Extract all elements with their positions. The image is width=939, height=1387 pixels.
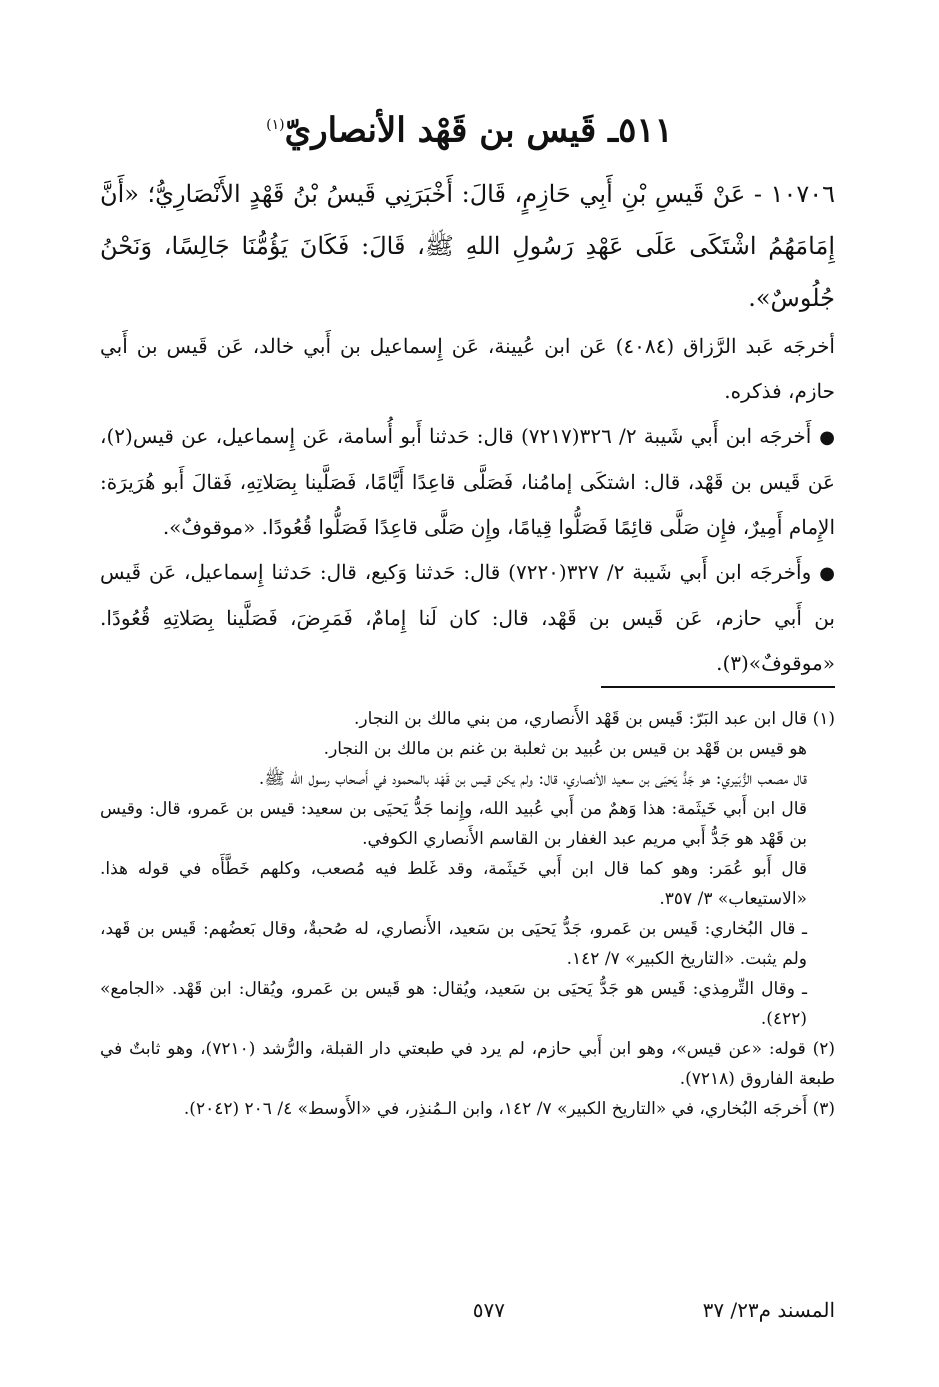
takhrij-text: وأَخرجَه ابن أَبي شَيبة ٢/ ٣٢٧(٧٢٢٠) قال: حَدثنا وَكيع، قال: حَدثنا إِسماعيل، عَن قَيس بن أَبي حازم، عَن قَيس بن قَهْد، قال: كان لَنا إِمامٌ، فَمَرِضَ، فَصَلَّينا بِصَلاتِهِ قُعُودًا. «موقوفٌ»(٣). [100,560,835,675]
bullet-icon: ● [819,427,836,448]
bullet-icon: ● [819,563,835,584]
footnote-line: هو قيس بن قَهْد بن قيس بن عُبيد بن ثعلبة بن غنم بن مالك بن النجار. [323,739,807,759]
footnote-line: (٢) قوله: «عن قيس»، وهو ابن أَبي حازم، لم يرد في طبعتي دار القبلة، والرُّشد (٧٢١٠)، وهو ثابتٌ في طبعة الفاروق (٧٢١٨). [100,1039,835,1089]
takhrij-text: أخرجَه عَبد الرَّزاق (٤٠٨٤) عَن ابن عُيينة، عَن إِسماعيل بن أَبي خالد، عَن قَيس بن أَبي حازم، فذكره. [100,334,835,403]
footnote-line: قال أَبو عُمَر: وهو كما قال ابن أَبي خَيثَمة، وقد غَلط فيه مُصعب، وكلهم خَطَّأَه في قوله هذا. «الاستيعاب» ٣/ ٣٥٧. [100,859,807,909]
chapter-title-text: ٥١١ـ قَيس بن قَهْد الأنصاريّ [284,110,673,151]
footnote-line: قال ابن أَبي خَيثَمة: هذا وَهمٌ من أَبي عُبيد الله، وإِنما جَدُّ يَحيَى بن سعيد: قيس بن عَمرو، قال: وقيس بن قَهْد هو جَدُّ أَبي مريم عبد الغفار بن القاسم الأَنصاري الكوفي. [100,799,807,849]
takhrij-paragraph [100,414,835,550]
footnote-line: ـ قال البُخاري: قَيس بن عَمرو، جَدُّ يَحيَى بن سَعيد، الأَنصاري، له صُحبةٌ، وقال بَعضُهم: قَيس بن قَهد، ولم يثبت. «التاريخ الكبير» ٧/ ١٤٢. [100,919,808,969]
footnote-line: (٣) أَخرجَه البُخاري، في «التاريخ الكبير» ٧/ ١٤٢، وابن الـمُنذِر، في «الأَوسط» ٤/ ٢٠٦ (٢٠٤٢). [183,1099,835,1119]
page-number: ٥٧٧ [472,1298,505,1322]
hadith-block [100,168,835,324]
chapter-title-note-ref: (١) [266,117,285,133]
footnote-line: (١) قال ابن عبد البَرّ: قَيس بن قَهْد الأَنصاري، من بني مالك بن النجار. [354,709,835,729]
volume-signature: المسند م٢٣/ ٣٧ [702,1298,835,1322]
footnote-line: ـ وقال التِّرمِذي: قَيس هو جَدُّ يَحيَى بن سَعيد، ويُقال: هو قَيس بن عَمرو، ويُقال: ابن قَهْد. «الجامع» (٤٢٢). [100,979,807,1029]
footnote-line: قال مصعب الزُّبَيري: هو جَدُّ يَحيَى بن سعيد الأنصاري، قال: ولم يكن قيس بن قَهْد بالمحمود في أَصحاب رسول الله ﷺ. [258,769,807,789]
chapter-title [100,100,839,155]
takhrij-paragraph [100,324,835,414]
takhrij-block [100,324,835,686]
main-text [100,168,835,686]
takhrij-paragraph [100,550,835,686]
footnotes-block [100,704,835,1124]
takhrij-text: أَخرجَه ابن أَبي شَيبة ٢/ ٣٢٦(٧٢١٧) قال: حَدثنا أَبو أُسامة، عَن إِسماعيل، عن قيس(٢)، عَن قَيس بن قَهْد، قال: اشتكَى إمامُنا، فَصَلَّى قاعِدًا أَيَّامًا، فَصَلَّينا بِصَلاتِهِ، فَقالَ أَبو هُرَيرَة: الإِمام أَمِيرٌ، فإِن صَلَّى قائِمًا فَصَلُّوا قِيامًا، وإِن صَلَّى قاعِدًا فَصَلُّوا قُعُودًا. «موقوفٌ». [100,424,835,539]
page-footer [100,1290,835,1330]
footnote-separator [601,686,835,688]
hadith-text: ١٠٧٠٦ - عَنْ قَيسِ بْنِ أَبِي حَازِمٍ، قَالَ: أَخْبَرَنِي قَيسُ بْنُ قَهْدٍ الأَنْصَارِيُّ؛ «أَنَّ إِمَامَهُمُ اشْتَكَى عَلَى عَهْدِ رَسُولِ اللهِ ﷺ، قَالَ: فَكَانَ يَؤُمُّنَا جَالِسًا، وَنَحْنُ جُلُوسٌ». [100,180,835,312]
